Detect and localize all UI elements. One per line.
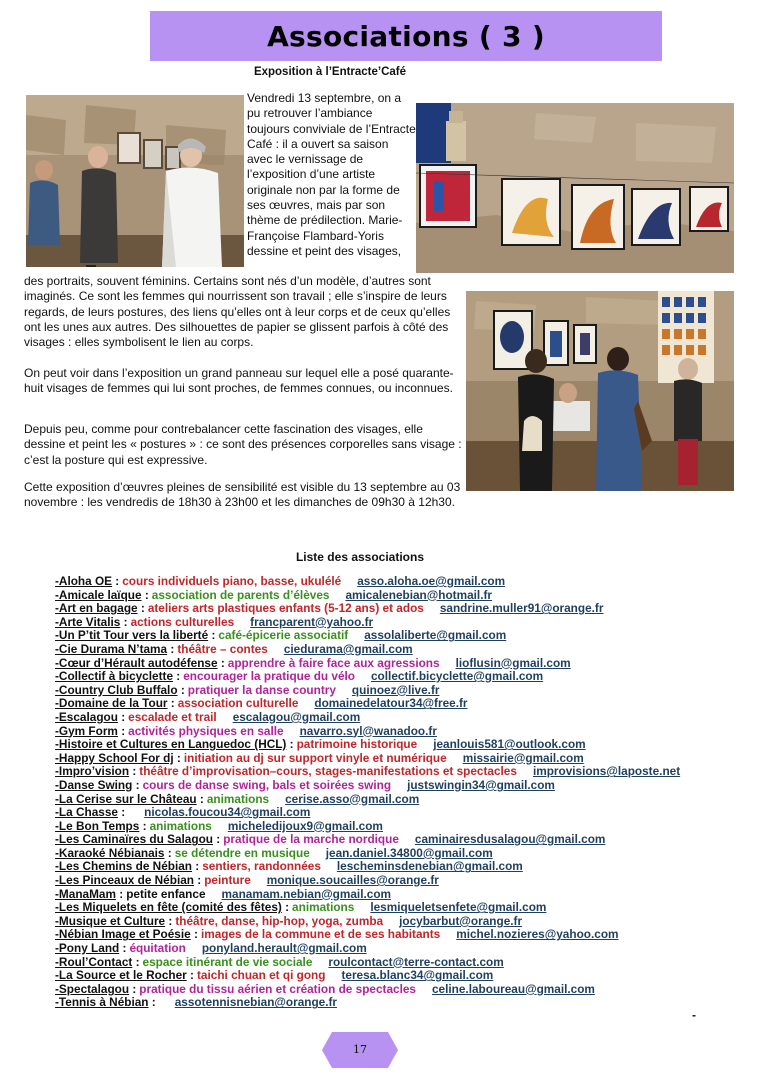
association-row [55,996,755,1010]
association-name: -Karaoké Nébianais [55,845,165,860]
association-list [55,575,755,1010]
association-name: -Histoire et Cultures en Languedoc (HCL) [55,737,287,752]
association-activity: théâtre d’improvisation–cours, stages-manifestations et spectacles [139,764,517,779]
association-row [55,847,755,861]
association-separator: : [119,941,127,956]
association-row [55,657,755,671]
association-row [55,697,755,711]
association-name: -Escalagou [55,709,118,724]
association-name: -Musique et Culture [55,913,166,928]
association-activity: association de parents d’élèves [151,587,330,602]
association-email-link[interactable]: ponyland.herault@gmail.com [201,941,367,956]
association-email-link[interactable]: caminairesdusalagou@gmail.com [414,832,606,847]
association-activity: animations [206,791,270,806]
association-separator: : [141,587,149,602]
association-separator: : [112,574,120,588]
association-activity: cours de danse swing, bals et soirées swing [142,777,392,792]
association-activity: théâtre – contes [177,641,268,656]
association-activity: animations [149,818,212,833]
association-email-link[interactable]: manamam.nebian@gmail.com [221,886,392,901]
association-activity: se détendre en musique [174,845,310,860]
association-name: -Nébian Image et Poésie [55,927,191,942]
association-email-link[interactable]: jeanlouis581@outlook.com [433,737,586,752]
association-separator: : [213,832,221,847]
association-email-link[interactable]: missairie@gmail.com [462,750,584,765]
association-separator: : [132,954,140,969]
association-row [55,860,755,874]
association-separator: : [196,791,204,806]
association-email-link[interactable]: lioflusin@gmail.com [455,655,571,670]
association-name: -Les Caminaïres du Salagou [55,832,213,847]
association-row [55,779,755,793]
association-row [55,629,755,643]
association-row [55,765,755,779]
association-row [55,983,755,997]
association-separator: : [120,614,128,629]
association-activity: animations [292,900,355,915]
association-name: -Aloha OE [55,574,113,588]
association-email-link[interactable]: teresa.blanc34@gmail.com [341,968,494,983]
association-name: -Les Chemins de Nébian [55,859,193,874]
association-name: -Le Bon Temps [55,818,140,833]
association-email-link[interactable]: collectif.bicyclette@gmail.com [371,669,544,684]
association-row [55,901,755,915]
association-email-link[interactable]: micheledijoux9@gmail.com [227,818,383,833]
association-name: -Impro’vision [55,764,130,779]
association-row [55,928,755,942]
association-name: -ManaMam [55,886,116,901]
association-email-link[interactable]: navarro.syl@wanadoo.fr [299,723,437,738]
association-activity: taichi chuan et qi gong [197,968,326,983]
association-email-link[interactable]: lesmiqueletsenfete@gmail.com [370,900,547,915]
association-activity: cours individuels piano, basse, ukulélé [122,574,342,588]
association-email-link[interactable]: lescheminsdenebian@gmail.com [336,859,523,874]
association-separator: : [117,723,126,738]
association-separator: : [164,845,172,860]
association-email-link[interactable]: improvisions@laposte.net [532,764,681,779]
photo-vernissage-visitors [26,95,244,267]
association-activity: escalade et trail [128,709,217,724]
association-separator: : [190,927,198,942]
association-row [55,616,755,630]
association-separator: : [117,709,126,724]
page-header-banner [150,11,662,61]
association-activity: association culturelle [177,696,299,711]
association-name: -Collectif à bicyclette [55,669,174,684]
association-separator: : [173,669,181,684]
association-activity: patrimoine historique [296,737,418,752]
association-separator: : [137,601,145,616]
association-email-link[interactable]: assotennisnebian@orange.fr [174,995,338,1010]
association-list-title: Liste des associations [295,550,425,564]
association-row [55,833,755,847]
association-activity: actions culturelles [130,614,235,629]
association-name: -Cœur d’Hérault autodéfense [55,655,218,670]
association-name: -Arte Vitalis [55,614,121,629]
association-separator: : [167,696,175,711]
photo-visitors-viewing-exhibition [466,291,734,491]
association-name: -Amicale laïque [55,587,142,602]
photo-exhibited-paintings [416,103,734,273]
association-separator: : [186,968,194,983]
association-separator: : [117,805,126,820]
association-row [55,888,755,902]
association-activity: café-épicerie associatif [218,628,349,643]
association-activity: initiation au dj sur support vinyle et numérique [183,750,447,765]
association-activity: apprendre à faire face aux agressions [227,655,440,670]
association-activity: espace itinérant de vie sociale [142,954,313,969]
association-separator: : [139,818,147,833]
association-name: -Danse Swing [55,777,133,792]
association-row [55,806,755,820]
association-row [55,969,755,983]
association-row [55,589,755,603]
association-separator: : [148,995,156,1010]
article-paragraph-postures: Depuis peu, comme pour contrebalancer cette fascination des visages, elle dessine et peint les « postures » : ce sont des présences corporelles sans visage : c’est la posture qui est expressive. [24,422,462,467]
association-row [55,738,755,752]
association-email-link[interactable]: amicalenebian@hotmail.fr [345,587,493,602]
association-row [55,942,755,956]
article-paragraph-intro: Vendredi 13 septembre, on a pu retrouver l’ambiance toujours conviviale de l’Entracte Café : il a ouvert sa saison avec le vernissage de l’exposition d’une artiste originale non par la forme de ses œuvres, mais par son thème de prédilection. Marie-Françoise Flambard-Yoris dessine et peint des visages, [247,91,416,258]
association-row [55,874,755,888]
association-email-link[interactable]: michel.nozieres@yahoo.com [456,927,619,942]
association-name: -Les Pinceaux de Nébian [55,873,194,888]
association-separator: : [165,913,173,928]
association-row [55,643,755,657]
association-name: -Un P’tit Tour vers la liberté [55,628,209,643]
association-activity: activités physiques en salle [128,723,284,738]
association-row [55,684,755,698]
association-email-link[interactable]: monique.soucailles@orange.fr [266,873,439,888]
association-name: -Happy School For dj [55,750,174,765]
association-name: -Country Club Buffalo [55,682,178,697]
association-row [55,956,755,970]
page-number-badge [322,1032,398,1068]
association-activity: ateliers arts plastiques enfants (5-12 ans) et ados [147,601,424,616]
association-row [55,670,755,684]
association-email-link[interactable]: ciedurama@gmail.com [283,641,413,656]
association-separator: : [115,886,124,901]
association-separator: : [173,750,181,765]
article-paragraph-portraits: des portraits, souvent féminins. Certains sont nés d’un modèle, d’autres sont imaginés. Ce sont les femmes qui nourrissent son travail ; elle s’inspire de leurs regards, de leurs postures, des liens qu’elles ont à leur corps et de ceux qu’elles ont les unes aux autres. Des silhouettes de papier se glissent parfois à côté des visages : elles symbolisent le lien au corps. [24,274,451,350]
association-email-link[interactable]: roulcontact@terre-contact.com [328,954,504,969]
association-name: -La Source et le Rocher [55,968,187,983]
trailing-dash: - [692,1008,696,1022]
article-paragraph-panel: On peut voir dans l’exposition un grand panneau sur lequel elle a posé quarante-huit visages de femmes qui lui sont proches, de femmes connues, ou inconnues. [24,366,454,396]
association-name: -Spectalagou [55,981,130,996]
association-name: -Tennis à Nébian [55,995,149,1010]
association-row [55,602,755,616]
association-row [55,915,755,929]
association-row [55,575,755,589]
association-row [55,820,755,834]
association-activity: peinture [204,873,251,888]
association-name: -Art en bagage [55,601,138,616]
association-email-link[interactable]: asso.aloha.oe@gmail.com [357,574,506,588]
association-name: -Gym Form [55,723,118,738]
association-row [55,711,755,725]
association-separator: : [217,655,225,670]
association-name: -Domaine de la Tour [55,696,168,711]
association-separator: : [208,628,216,643]
association-email-link[interactable]: jean.daniel.34800@gmail.com [325,845,493,860]
association-separator: : [129,981,137,996]
association-email-link[interactable]: jocybarbut@orange.fr [399,913,523,928]
page-title: Associations ( 3 ) [267,19,545,53]
association-name: -Les Miquelets en fête (comité des fêtes) [55,900,282,915]
association-email-link[interactable]: nicolas.foucou34@gmail.com [144,805,311,820]
association-separator: : [132,777,140,792]
association-separator: : [129,764,137,779]
association-row [55,793,755,807]
association-activity: pratiquer la danse country [187,682,336,697]
association-activity: images de la commune et de ses habitants [200,927,441,942]
article-paragraph-dates: Cette exposition d’œuvres pleines de sensibilité est visible du 13 septembre au 03 novembre : les vendredis de 18h30 à 23h00 et les dimanches de 09h30 à 12h30. [24,480,461,510]
association-row [55,752,755,766]
page-number: 17 [353,1043,367,1056]
association-activity: théâtre, danse, hip-hop, yoga, zumba [175,913,384,928]
association-activity: petite enfance [126,886,206,901]
association-activity: pratique du tissu aérien et création de spectacles [139,981,416,996]
association-email-link[interactable]: cerise.asso@gmail.com [285,791,420,806]
association-email-link[interactable]: francparent@yahoo.fr [250,614,374,629]
association-name: -Cie Durama N’tama [55,641,168,656]
association-separator: : [192,859,200,874]
association-activity: équitation [129,941,186,956]
association-email-link[interactable]: escalagou@gmail.com [232,709,361,724]
association-email-link[interactable]: sandrine.muller91@orange.fr [439,601,604,616]
association-email-link[interactable]: domainedelatour34@free.fr [314,696,468,711]
association-separator: : [177,682,185,697]
article-title: Exposition à l’Entracte’Café [253,66,407,78]
association-activity: pratique de la marche nordique [223,832,399,847]
association-name: -La Cerise sur le Château [55,791,197,806]
association-row [55,725,755,739]
association-activity: sentiers, randonnées [202,859,321,874]
association-separator: : [281,900,290,915]
association-separator: : [167,641,175,656]
association-separator: : [286,737,294,752]
association-separator: : [194,873,202,888]
association-name: -Roul’Contact [55,954,133,969]
association-email-link[interactable]: quinoez@live.fr [351,682,440,697]
association-email-link[interactable]: celine.laboureau@gmail.com [431,981,595,996]
association-name: -La Chasse [55,805,118,820]
association-email-link[interactable]: assolaliberte@gmail.com [364,628,507,643]
association-name: -Pony Land [55,941,120,956]
association-email-link[interactable]: justswingin34@gmail.com [407,777,555,792]
association-activity: encourager la pratique du vélo [183,669,355,684]
